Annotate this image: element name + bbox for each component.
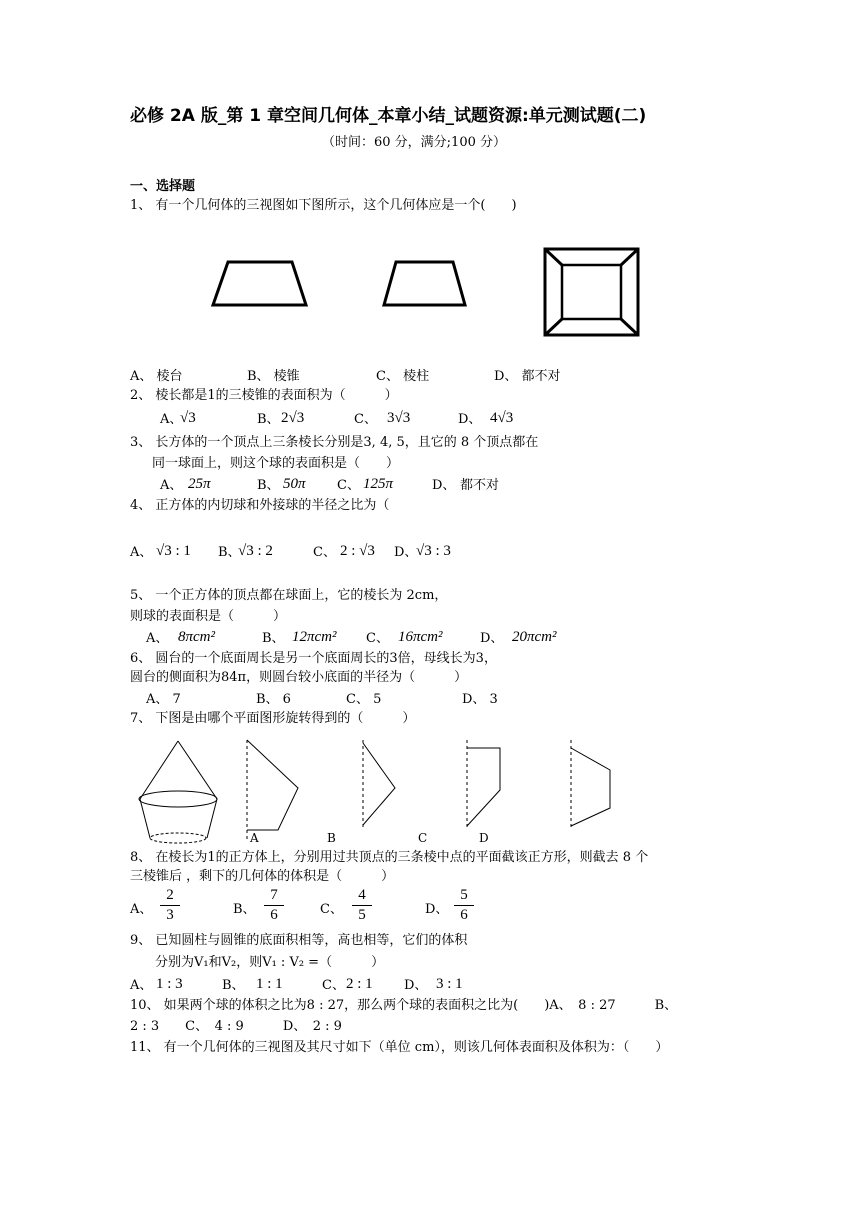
q8-option-c-fraction (352, 887, 372, 924)
q9-option-b-value: 1 : 1 (256, 976, 283, 992)
q5-option-c-label: C、 (366, 631, 389, 646)
q4-option-a-label: A、 (130, 545, 153, 560)
q7-label-a: A (250, 831, 259, 845)
q9-option-a-value: 1 : 3 (156, 976, 183, 992)
q4-stem: 4、 正方体的内切球和外接球的半径之比为（ (130, 498, 390, 513)
q8-option-d-fraction (454, 887, 474, 924)
q2-option-c-value: 3√3 (387, 410, 411, 426)
q3-option-a-value: 25π (188, 476, 211, 492)
q8-option-d-denominator: 6 (460, 907, 468, 923)
q5-option-a-label: A、 (146, 631, 169, 646)
q7-option-c-figure (467, 740, 500, 828)
q8-option-c-label: C、 (320, 902, 343, 917)
q2-option-c-label: C、 (354, 412, 377, 427)
q9-line-2: 分别为V₁和V₂，则V₁ : V₂ =（ ） (155, 955, 385, 970)
q5-line-1: 5、 一个正方体的顶点都在球面上，它的棱长为 2cm， (130, 588, 448, 603)
q1-option-c: C、 棱柱 (376, 369, 430, 384)
q6-line-2: 圆台的侧面积为84π，则圆台较小底面的半径为（ ） (130, 670, 468, 685)
q8-option-b-denominator: 6 (270, 907, 278, 923)
q6-option-c: C、 5 (346, 692, 382, 707)
q6-option-d: D、 3 (462, 692, 498, 707)
q6-option-a: A、 7 (146, 692, 181, 707)
q5-option-d-label: D、 (480, 631, 504, 646)
q8-line-2: 三棱锥后 ，剩下的几何体的体积是（ ） (130, 869, 395, 884)
q9-option-c-value: 2 : 1 (346, 976, 373, 992)
q2-stem: 2、 棱长都是1的三棱锥的表面积为（ ） (130, 388, 398, 403)
q3-option-d-label: D、 (432, 478, 456, 493)
q4-option-a-value: √3 : 1 (156, 543, 191, 559)
q8-option-a-denominator: 3 (166, 907, 174, 923)
q9-option-c-label: C、 (322, 978, 345, 993)
q6-option-b: B、 6 (256, 692, 291, 707)
q8-option-d-label: D、 (425, 902, 449, 917)
q4-option-d-label: D、 (394, 545, 418, 560)
q3-option-c-value: 125π (363, 476, 394, 492)
q5-line-2: 则球的表面积是（ ） (130, 609, 287, 624)
q1-option-b: B、 棱锥 (247, 369, 300, 384)
q8-line-1: 8、 在棱长为1的正方体上，分别用过共顶点的三条棱中点的平面截该正方形，则截去 8 个 (130, 850, 649, 865)
q3-option-b-value: 50π (283, 476, 306, 492)
q1-front-view (213, 262, 306, 305)
q10-line-1: 10、 如果两个球的体积之比为8 : 27，那么两个球的表面积之比为( )A、 8 : 27 B、 (130, 998, 678, 1013)
q7-label-c: C (418, 831, 428, 845)
q5-option-a-value: 8πcm² (178, 629, 216, 645)
q4-option-d-value: √3 : 3 (416, 543, 451, 559)
q4-option-b-value: √3 : 2 (238, 543, 273, 559)
q9-option-b-label: B、 (222, 978, 245, 993)
q8-option-d-numerator: 5 (460, 887, 468, 903)
q7-option-a-figure (247, 740, 298, 842)
q3-option-b-label: B、 (257, 478, 280, 493)
q5-option-b-value: 12πcm² (292, 629, 337, 645)
q9-line-1: 9、 已知圆柱与圆锥的底面积相等，高也相等，它们的体积 (130, 933, 468, 948)
q7-label-b: B (327, 831, 336, 845)
q3-option-a-label: A、 (160, 478, 183, 493)
q3-line-1: 3、 长方体的一个顶点上三条棱长分别是3, 4, 5，且它的 8 个顶点都在 (130, 435, 539, 450)
q4-option-c-label: C、 (313, 545, 336, 560)
q1-option-d: D、 都不对 (494, 369, 561, 384)
q1-option-a: A、 棱台 (130, 369, 183, 384)
page-title: 必修 2A 版_第 1 章空间几何体_本章小结_试题资源:单元测试题(二) (130, 106, 647, 126)
q2-option-a-value: √3 (180, 410, 196, 426)
q3-option-d-value: 都不对 (460, 478, 500, 493)
q7-option-b-figure (363, 740, 395, 828)
q4-option-c-value: 2 : √3 (340, 543, 375, 559)
q8-option-b-numerator: 7 (270, 887, 278, 903)
q4-option-b-label: B、 (218, 545, 241, 560)
q8-option-a-fraction (160, 887, 180, 924)
q2-option-a-label: A、 (160, 412, 183, 427)
q2-option-b-value: 2√3 (281, 410, 305, 426)
q2-option-d-label: D、 (458, 412, 482, 427)
q7-label-d: D (479, 831, 489, 845)
q9-option-d-label: D、 (404, 978, 428, 993)
q10-line-2: 2 : 3 C、 4 : 9 D、 2 : 9 (130, 1019, 342, 1034)
q3-option-c-label: C、 (337, 478, 360, 493)
q8-option-c-denominator: 5 (358, 907, 366, 923)
q8-option-b-label: B、 (233, 902, 256, 917)
q3-line-2: 同一球面上，则这个球的表面积是（ ） (152, 456, 400, 471)
q1-stem: 1、 有一个几何体的三视图如下图所示，这个几何体应是一个( ) (130, 198, 517, 213)
q11-stem: 11、 有一个几何体的三视图及其尺寸如下（单位 cm），则该几何体表面积及体积为：（ ） (130, 1040, 669, 1055)
page-subtitle: （时间：60 分，满分;100 分） (322, 135, 506, 150)
q9-option-d-value: 3 : 1 (436, 976, 463, 992)
q8-option-a-numerator: 2 (166, 887, 174, 903)
q5-option-b-label: B、 (262, 631, 285, 646)
q1-top-view (545, 249, 638, 335)
q2-option-b-label: B、 (257, 412, 280, 427)
q8-option-b-fraction (264, 887, 284, 924)
q8-option-c-numerator: 4 (358, 887, 366, 903)
q2-option-d-value: 4√3 (490, 410, 514, 426)
q5-option-d-value: 20πcm² (512, 629, 557, 645)
q5-option-c-value: 16πcm² (398, 629, 443, 645)
q8-option-a-label: A、 (130, 902, 153, 917)
q9-option-a-label: A、 (130, 978, 153, 993)
q6-line-1: 6、 圆台的一个底面周长是另一个底面周长的3倍，母线长为3， (130, 651, 497, 666)
q7-stem: 7、 下图是由哪个平面图形旋转得到的（ ） (130, 711, 416, 726)
q7-option-d-figure (571, 740, 610, 828)
section-heading: 一、选择题 (130, 179, 196, 194)
q7-solid-figure (139, 741, 217, 843)
q1-side-view (384, 262, 465, 305)
